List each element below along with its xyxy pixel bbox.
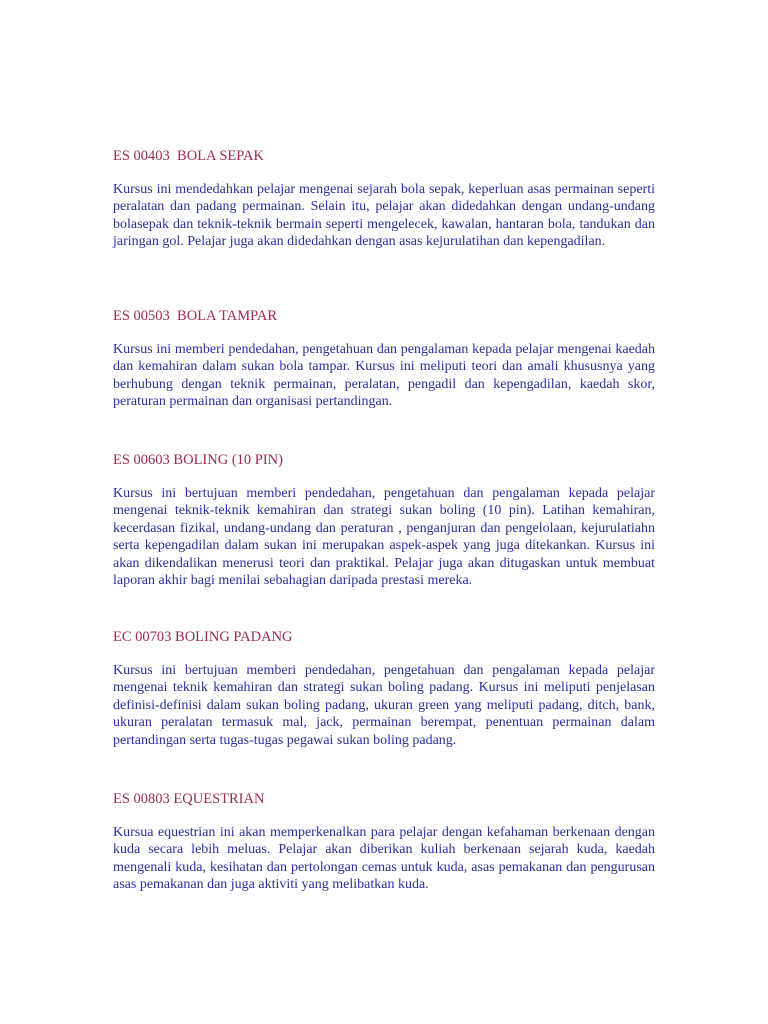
course-description: Kursus ini memberi pendedahan, pengetahuan dan pengalaman kepada pelajar mengenai kaedah dan kemahiran dalam sukan bola tampar. Kursus ini meliputi teori dan amali khususnya yang berhubung dengan teknik permainan, peralatan, pengadil dan kepengadilan, kaedah skor, peraturan permainan dan organisasi pertandingan. bbox=[113, 342, 655, 410]
course-description: Kursus ini bertujuan memberi pendedahan, pengetahuan dan pengalaman kepada pelajar mengenai teknik kemahiran dan strategi sukan boling padang. Kursus ini meliputi penjelasan definisi-definisi dalam sukan boling padang, ukuran green yang meliputi padang, ditch, bank, ukuran peralatan termasuk mal, jack, permainan berempat, penentuan permainan dalam pertandingan serta tugas-tugas pegawai sukan boling padang. bbox=[113, 663, 655, 748]
course-title: ES 00503 BOLA TAMPAR bbox=[113, 308, 278, 324]
course-description: Kursus ini bertujuan memberi pendedahan, pengetahuan dan pengalaman kepada pelajar mengenai teknik-teknik kemahiran dan strategi sukan boling (10 pin). Latihan kemahiran, kecerdasan fizikal, undang-undang dan peraturan , penganjuran dan pengelolaan, kejurulatiahn serta kepengadilan dalam sukan ini merupakan aspek-aspek yang juga ditekankan. Kursus ini akan dikendalikan menerusi teori dan praktikal. Pelajar juga akan ditugaskan untuk membuat laporan akhir bagi menilai sebahagian daripada prestasi mereka. bbox=[113, 486, 655, 589]
course-title: ES 00603 BOLING (10 PIN) bbox=[113, 452, 283, 468]
course-section-boling-padang bbox=[113, 628, 655, 748]
course-title: ES 00803 EQUESTRIAN bbox=[113, 791, 265, 807]
course-section-bola-tampar bbox=[113, 307, 655, 410]
course-section-boling-10-pin bbox=[113, 451, 655, 589]
course-title: EC 00703 BOLING PADANG bbox=[113, 629, 293, 645]
course-section-equestrian bbox=[113, 790, 655, 893]
course-description: Kursus ini mendedahkan pelajar mengenai sejarah bola sepak, keperluan asas permainan seperti peralatan dan padang permainan. Selain itu, pelajar akan didedahkan dengan undang-undang bolasepak dan teknik-teknik bermain seperti mengelecek, kawalan, hantaran bola, tandukan dan jaringan gol. Pelajar juga akan didedahkan dengan asas kejurulatihan dan kepengadilan. bbox=[113, 182, 655, 250]
course-section-bola-sepak bbox=[113, 147, 655, 250]
course-title: ES 00403 BOLA SEPAK bbox=[113, 148, 264, 164]
course-description: Kursua equestrian ini akan memperkenalkan para pelajar dengan kefahaman berkenaan dengan kuda secara lebih meluas. Pelajar akan diberikan kuliah berkenaan sejarah kuda, kaedah mengenali kuda, kesihatan dan pertolongan cemas untuk kuda, asas pemakanan dan pengurusan asas pemakanan dan juga aktiviti yang melibatkan kuda. bbox=[113, 825, 655, 893]
